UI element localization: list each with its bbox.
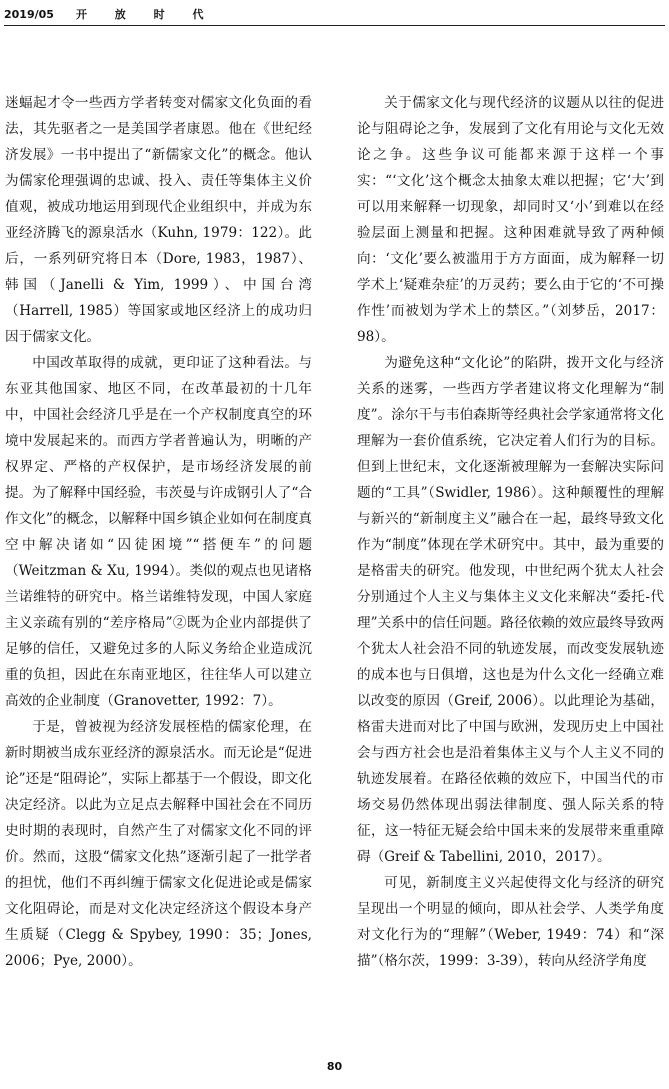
running-header [4,4,215,24]
paragraph: 为避免这种“文化论”的陷阱，拨开文化与经济关系的迷雾，一些西方学者建议将文化理解为“制度”。涂尔干与韦伯森斯等经典社会学家通常将文化理解为一套价值系统，它决定着人们行为的目标。但到上世纪末，文化逐渐被理解为一套解决实际问题的“工具”（Swidler, 1986）。这种颠覆性的理解与新兴的“新制度主义”融合在一起，最终导致文化作为“制度”体现在学术研究中。其中，最为重要的是格雷夫的研究。他发现，中世纪两个犹太人社会分别通过个人主义与集体主义文化来解决“委托-代理”关系中的信任问题。路径依赖的效应最终导致两个犹太人社会沿不同的轨迹发展，而改变发展轨迹的成本也与日俱增，这也是为什么文化一经确立难以改变的原因（Greif, 2006）。以此理论为基础，格雷夫进而对比了中国与欧洲，发现历史上中国社会与西方社会也是沿着集体主义与个人主义不同的轨迹发展着。在路径依赖的效应下，中国当代的市场交易仍然体现出弱法律制度、强人际关系的特征，这一特征无疑会给中国未来的发展带来重重障碍（Greif & Tabellini, 2010，2017）。 [357,355,664,865]
issue-label: 2019/05 [4,7,54,21]
left-column [5,90,312,974]
right-column [357,90,664,974]
header-rule [4,25,665,26]
page-number: 80 [326,1060,343,1073]
paragraph: 中国改革取得的成就，更印证了这种看法。与东亚其他国家、地区不同，在改革最初的十几年中，中国社会经济几乎是在一个产权制度真空的环境中发展起来的。而西方学者普遍认为，明晰的产权界定、严格的产权保护，是市场经济发展的前提。为了解释中国经验，韦茨曼与许成钢引人了“合作文化”的概念，以解释中国乡镇企业如何在制度真空中解决诸如“囚徒困境”“搭便车”的问题（Weitzman & Xu, 1994）。类似的观点也见诸格兰诺维特的研究中。格兰诺维特发现，中国人家庭主义亲疏有别的“差序格局”②既为企业内部提供了足够的信任，又避免过多的人际义务给企业造成沉重的负担，因此在东南亚地区，往往华人可以建立高效的企业制度（Granovetter, 1992：7）。 [5,355,312,709]
journal-title: 开 放 时 代 [75,8,216,21]
paragraph: 可见，新制度主义兴起使得文化与经济的研究呈现出一个明显的倾向，即从社会学、人类学角度对文化行为的“理解”（Weber, 1949：74）和“深描”（格尔茨，1999：3-39），转向从经济学角度 [357,875,664,969]
paragraph: 关于儒家文化与现代经济的议题从以往的促进论与阻碍论之争，发展到了文化有用论与文化无效论之争。这些争议可能都来源于这样一个事实：“‘文化’这个概念太抽象太难以把握；它‘大’到可以用来解释一切现象，却同时又‘小’到难以在经验层面上测量和把握。这种困难就导致了两种倾向：‘文化’要么被滥用于方方面面，成为解释一切学术上‘疑难杂症’的万灵药；要么由于它的‘不可操作性’而被划为学术上的禁区。”（刘梦岳，2017：98）。 [357,95,664,345]
paragraph: 迷蝠起才令一些西方学者转变对儒家文化负面的看法，其先驱者之一是美国学者康恩。他在《世纪经济发展》一书中提出了“新儒家文化”的概念。他认为儒家伦理强调的忠诚、投入、责任等集体主义价值观，被成功地运用到现代企业组织中，并成为东亚经济腾飞的源泉活水（Kuhn, 1979：122）。此后，一系列研究将日本（Dore, 1983，1987）、韩国（Janelli & Yim, 1999）、中国台湾（Harrell, 1985）等国家或地区经济上的成功归因于儒家文化。 [5,95,312,345]
paragraph: 于是，曾被视为经济发展桎梏的儒家伦理，在新时期被当成东亚经济的源泉活水。而无论是“促进论”还是“阻碍论”，实际上都基于一个假设，即文化决定经济。以此为立足点去解释中国社会在不同历史时期的表现时，自然产生了对儒家文化不同的评价。然而，这股“儒家文化热”逐渐引起了一批学者的担忧，他们不再纠缠于儒家文化促进论或是儒家文化阻碍论，而是对文化决定经济这个假设本身产生质疑（Clegg & Spybey, 1990：35；Jones, 2006；Pye, 2000）。 [5,719,312,969]
